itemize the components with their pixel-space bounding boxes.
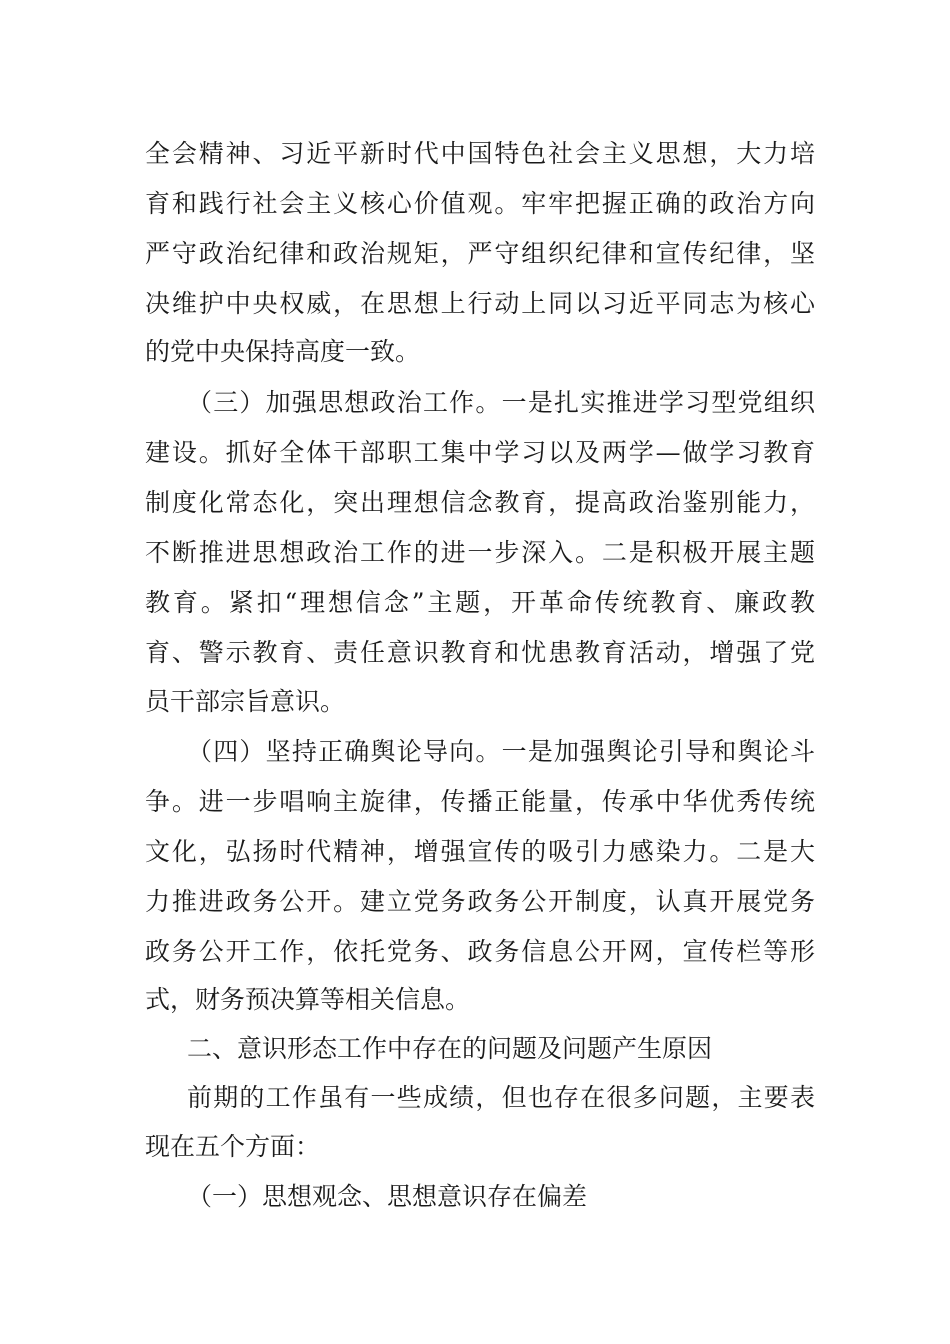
text-line: 全会精神、习近平新时代中国特色社会主义思想，大力培 [145, 139, 815, 168]
text-line: 式，财务预决算等相关信息。 [145, 985, 471, 1014]
text-line: 育和践行社会主义核心价值观。牢牢把握正确的政治方向 [145, 189, 815, 218]
subsection-heading: （一）思想观念、思想意识存在偏差 [187, 1182, 588, 1211]
text-line: 不断推进思想政治工作的进一步深入。二是积极开展主题 [145, 538, 815, 567]
text-line: 严守政治纪律和政治规矩，严守组织纪律和宣传纪律，坚 [145, 239, 815, 268]
text-line: 的党中央保持高度一致。 [145, 337, 421, 366]
text-line: （四）坚持正确舆论导向。一是加强舆论引导和舆论斗 [187, 737, 815, 766]
section-heading: 二、意识形态工作中存在的问题及问题产生原因 [187, 1034, 713, 1063]
text-line: 现在五个方面： [145, 1132, 321, 1161]
text-line: 文化，弘扬时代精神，增强宣传的吸引力感染力。二是大 [145, 837, 815, 866]
text-line: 决维护中央权威，在思想上行动上同以习近平同志为核心 [145, 289, 815, 318]
text-line: 员干部宗旨意识。 [145, 687, 346, 716]
text-line: 前期的工作虽有一些成绩，但也存在很多问题，主要表 [187, 1083, 815, 1112]
text-line: 政务公开工作，依托党务、政务信息公开网，宣传栏等形 [145, 937, 815, 966]
text-line: 力推进政务公开。建立党务政务公开制度，认真开展党务 [145, 887, 815, 916]
text-line: 育、警示教育、责任意识教育和忧患教育活动，增强了党 [145, 638, 815, 667]
text-line: 教育。紧扣“理想信念”主题，开革命传统教育、廉政教 [145, 588, 815, 617]
text-line: （三）加强思想政治工作。一是扎实推进学习型党组织 [187, 388, 815, 417]
text-line: 制度化常态化，突出理想信念教育，提高政治鉴别能力， [145, 488, 815, 517]
text-line: 争。进一步唱响主旋律，传播正能量，传承中华优秀传统 [145, 787, 815, 816]
text-line: 建设。抓好全体干部职工集中学习以及两学—做学习教育 [145, 438, 815, 467]
